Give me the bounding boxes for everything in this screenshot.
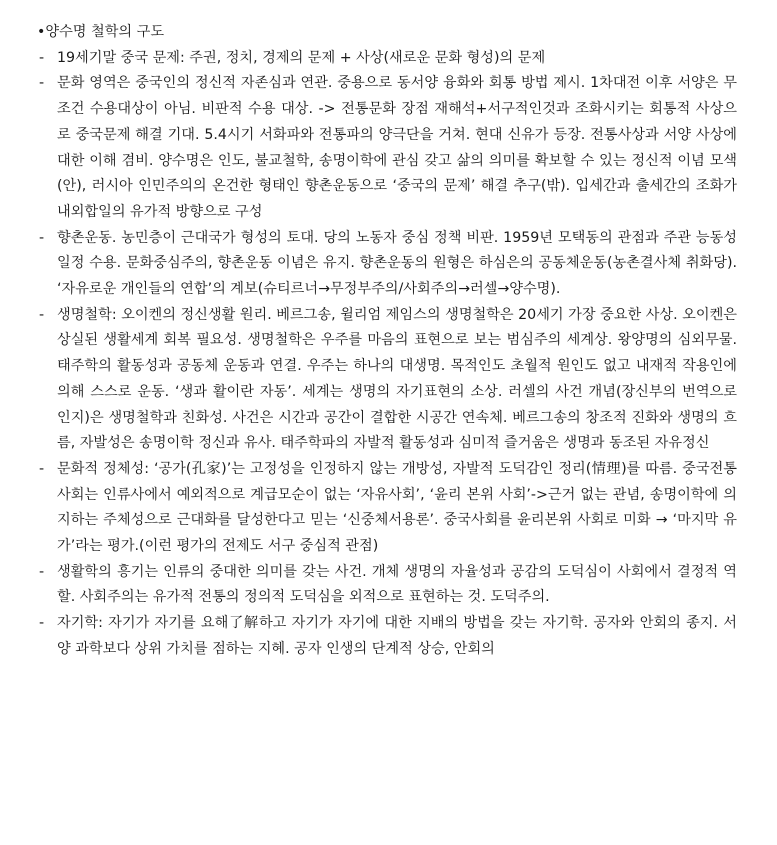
- list-item-text: 향촌운동. 농민층이 근대국가 형성의 토대. 당의 노동자 중심 정책 비판. 1959년 모택동의 관점과 주관 능동성 일정 수용. 문화중심주의, 향촌운동 이념은 유지. 향촌운동의 원형은 하심은의 공동체운동(농촌결사체 취화당). ‘자유로운 개인들의 연합’의 계보(슈티르너→무정부주의/사회주의→러셀→양수명).: [57, 229, 737, 298]
- list-item-text: 19세기말 중국 문제: 주권, 정치, 경제의 문제 + 사상(새로운 문화 형성)의 문제: [57, 49, 546, 66]
- dash-bullet: -: [39, 615, 45, 632]
- document-body: [37, 20, 737, 663]
- list-item-text: 자기학: 자기가 자기를 요해了解하고 자기가 자기에 대한 지배의 방법을 갖는 자기학. 공자와 안회의 종지. 서양 과학보다 상위 가치를 점하는 지혜. 공자 인생의 단계적 상승, 안회의: [57, 615, 737, 657]
- document-title: •양수명 철학의 구도: [37, 24, 165, 40]
- list-item-5: [37, 457, 737, 560]
- list-item-6: [37, 560, 737, 611]
- list-item-text: 생명철학: 오이켄의 정신생활 원리. 베르그송, 윌리엄 제임스의 생명철학은 20세기 가장 중요한 사상. 오이켄은 상실된 생활세계 회복 필요성. 생명철학은 우주를 마음의 표현으로 보는 범심주의 세계상. 왕양명의 심외무물. 태주학의 활동성과 공동체 운동과 연결. 우주는 하나의 대생명. 목적인도 초월적 원인도 없고 내재적 작용인에 의해 스스로 운동. ‘생과 활이란 자동’. 세계는 생명의 자기표현의 소상. 러셀의 사건 개념(장신부의 번역으로 인지)은 생명철학과 친화성. 사건은 시간과 공간이 결합한 시공간 연속체. 베르그송의 창조적 진화와 생명의 흐름, 자발성은 송명이학 정신과 유사. 태주학파의 자발적 활동성과 심미적 즐거움은 생명과 동조된 자유정신: [57, 306, 737, 452]
- list-item-text: 생활학의 흥기는 인류의 중대한 의미를 갖는 사건. 개체 생명의 자율성과 공감의 도덕심이 사회에서 결정적 역할. 사회주의는 유가적 전통의 정의적 도덕심을 외적으로 표현하는 것. 도덕주의.: [57, 563, 737, 606]
- list-item-text: 문화적 정체성: ‘공가(孔家)’는 고정성을 인정하지 않는 개방성, 자발적 도덕감인 정리(情理)를 따름. 중국전통사회는 인류사에서 예외적으로 계급모순이 없는 ‘자유사회’, ‘윤리 본위 사회’->근거 없는 관념, 송명이학에 의지하는 주체성으로 근대화를 달성한다고 믿는 ‘신중체서용론’. 중국사회를 윤리본위 사회로 미화 → ‘마지막 유가’라는 평가.(이런 평가의 전제도 서구 중심적 관점): [57, 460, 737, 555]
- dash-bullet: -: [39, 460, 45, 477]
- list-item-7: [37, 611, 737, 662]
- bullet-list: [37, 46, 737, 663]
- dash-bullet: -: [39, 563, 45, 580]
- dash-bullet: -: [39, 306, 45, 323]
- dash-bullet: -: [39, 229, 45, 246]
- dash-bullet: -: [39, 75, 45, 92]
- list-item-text: 문화 영역은 중국인의 정신적 자존심과 연관. 중용으로 동서양 융화와 회통 방법 제시. 1차대전 이후 서양은 무조건 수용대상이 아님. 비판적 수용 대상. -> 전통문화 장점 재해석+서구적인것과 조화시키는 회통적 사상으로 중국문제 해결 기대. 5.4시기 서화파와 전통파의 양극단을 거쳐. 현대 신유가 등장. 전통사상과 서양 사상에 대한 이해 겸비. 양수명은 인도, 불교철학, 송명이학에 관심 갖고 삶의 의미를 확보할 수 있는 정신적 이념 모색(안), 러시아 인민주의의 온건한 형태인 향촌운동으로 ‘중국의 문제’ 해결 추구(밖). 입세간과 출세간의 조화가 내외합일의 유가적 방향으로 구성: [57, 75, 737, 220]
- list-item-2: [37, 71, 737, 225]
- list-item-3: [37, 226, 737, 303]
- list-item-4: [37, 303, 737, 457]
- dash-bullet: -: [39, 49, 45, 66]
- list-item-1: [37, 46, 737, 72]
